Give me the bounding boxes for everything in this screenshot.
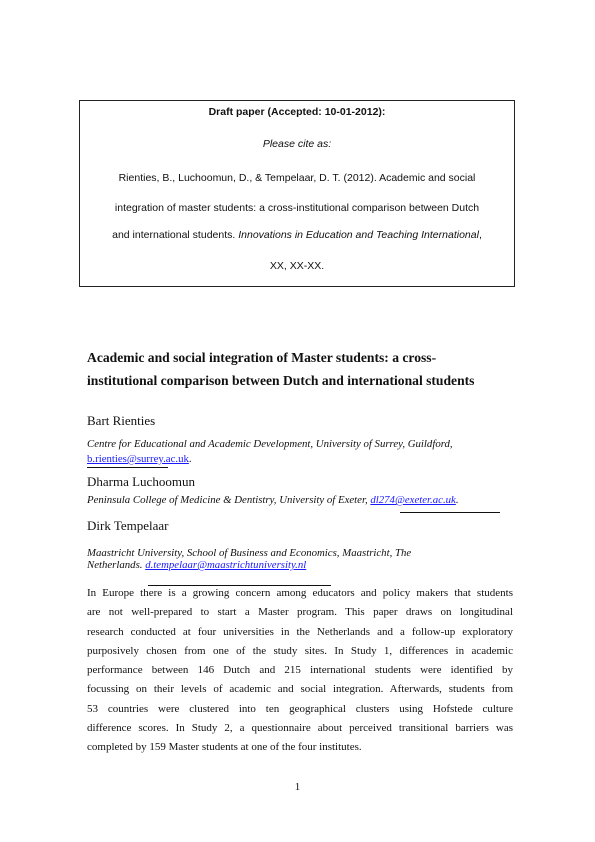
email-suffix: . [455, 494, 459, 506]
abstract-paragraph [87, 584, 513, 758]
paper-title-line-1: Academic and social integration of Master students: a cross- [87, 350, 437, 365]
author-email-line [87, 453, 192, 465]
email-suffix: . [188, 453, 192, 465]
author-affiliation: Maastricht University, School of Business and Economics, Maastricht, The [87, 547, 412, 559]
reference-line-2: integration of master students: a cross-institutional comparison between Dutch [114, 202, 480, 214]
reference-punct: , [478, 229, 482, 241]
author-name: Dharma Luchoomun [87, 474, 195, 489]
reference-line-3 [80, 229, 514, 241]
affiliation-text: Netherlands. [87, 559, 146, 571]
abstract-line: 53 countries were clustered into ten geographical clusters using Hofstede culture [87, 702, 513, 715]
affiliation-text: Peninsula College of Medicine & Dentistry, University of Exeter, [87, 494, 371, 506]
separator-rule [400, 512, 500, 513]
author-affiliation-line-2 [87, 559, 306, 571]
cite-label: Please cite as: [262, 138, 332, 150]
notice-title: Draft paper (Accepted: 10-01-2012): [208, 106, 386, 118]
journal-name: Innovations in Education and Teaching International [238, 229, 479, 241]
author-name: Bart Rienties [87, 413, 156, 428]
abstract-line: research conducted at four universities in the Netherlands and a follow-up exploratory [87, 625, 513, 638]
reference-text: and international students. [112, 229, 239, 241]
abstract-line: are not well-prepared to start a Master program. This paper draws on longitudinal [87, 606, 513, 619]
paper-title-line-2: institutional comparison between Dutch and international students [87, 373, 475, 388]
abstract-line: difference scores. In Study 2, a questionnaire about perceived transitional barriers was [87, 722, 513, 735]
author-affiliation [87, 494, 459, 506]
author-name: Dirk Tempelaar [87, 518, 169, 533]
reference-line-1: Rienties, B., Luchoomun, D., & Tempelaar, D. T. (2012). Academic and social [118, 172, 476, 184]
author-affiliation: Centre for Educational and Academic Development, University of Surrey, Guildford, [87, 438, 453, 450]
abstract-line: completed by 159 Master students at one of the four institutes. [87, 741, 362, 754]
author-email-link[interactable]: b.rienties@surrey.ac.uk [87, 453, 189, 465]
separator-rule [87, 467, 168, 468]
abstract-line: In Europe there is a growing concern among educators and policy makers that students [87, 587, 513, 599]
author-email-link[interactable]: d.tempelaar@maastrichtuniversity.nl [145, 559, 307, 571]
reference-line-4: XX, XX-XX. [269, 260, 325, 272]
citation-notice-box [79, 100, 515, 287]
author-email-link[interactable]: dl274@exeter.ac.uk [370, 494, 456, 506]
abstract-line: performance between 146 Dutch and 215 international students were identified by [87, 664, 513, 677]
page-number: 1 [294, 781, 301, 793]
abstract-line: purposively chosen from one of the study sites. In Study 1, differences in academic [87, 644, 513, 657]
abstract-line: focussing on their levels of academic and social integration. Afterwards, students from [87, 683, 513, 696]
